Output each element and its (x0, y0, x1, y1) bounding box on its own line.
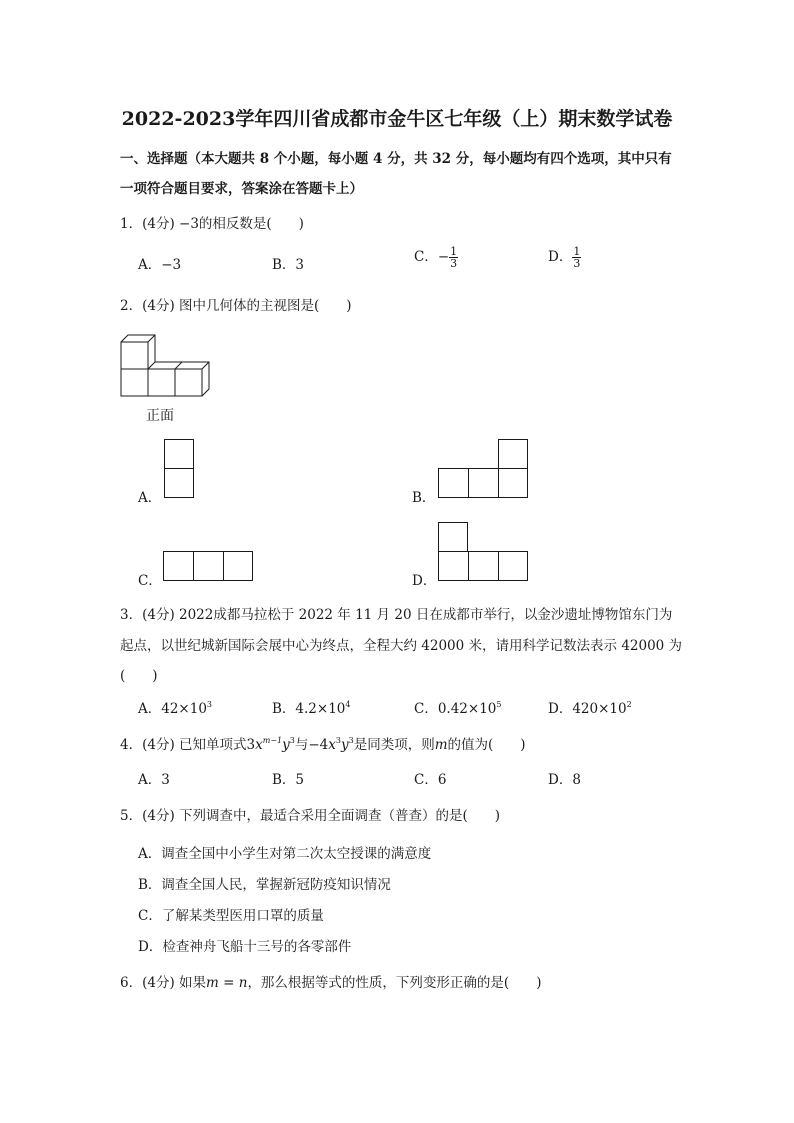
q6-suffix: ，那么根据等式的性质，下列变形正确的是( ) (247, 975, 542, 991)
q2-option-a-label: A． (138, 490, 162, 506)
q1-option-c-prefix: C．− (414, 249, 450, 265)
q1-option-c (414, 245, 458, 269)
variable-m: m (434, 737, 448, 753)
view-square (164, 468, 194, 498)
figure-caption-front: 正面 (146, 408, 174, 424)
q3-option-a (138, 697, 212, 717)
q6-prefix: 6．(4分) 如果 (120, 975, 207, 991)
q1-option-d-prefix: D． (548, 249, 573, 265)
variable-m: m (206, 975, 219, 991)
section-header-line2: 一项符合题目要求，答案涂在答题卡上） (120, 181, 363, 197)
q4-suffix2: 的值为( ) (447, 737, 526, 753)
q5-option-b: B．调查全国人民，掌握新冠防疫知识情况 (138, 877, 391, 893)
section-header-line1: 一、选择题（本大题共 8 个小题，每小题 4 分，共 32 分，每小题均有四个选项，其中只有 (120, 151, 672, 167)
q5-option-d: D．检查神舟飞船十三号的各零部件 (138, 939, 352, 955)
option-base: C．0.42×10 (414, 701, 497, 717)
view-square (438, 522, 468, 552)
q4-mid: 与 (294, 737, 309, 753)
q3-option-c (414, 697, 501, 717)
monomial-2 (308, 737, 353, 753)
q1-option-b: B．3 (272, 257, 305, 273)
q5-option-c: C．了解某类型医用口罩的质量 (138, 908, 324, 924)
view-square (498, 468, 528, 498)
exponent: m−1 (262, 736, 283, 745)
coefficient: −4 (308, 737, 329, 753)
q3-option-d (548, 697, 632, 717)
q1-option-c-fraction (449, 246, 458, 269)
view-square (468, 468, 499, 498)
question-3-line1: 3．(4分) 2022成都马拉松于 2022 年 11 月 20 日在成都市举行，以金沙遗址博物馆东门为 (120, 607, 673, 623)
question-1-stem: 1．(4分) −3的相反数是( ) (120, 216, 304, 232)
exponent: 3 (348, 736, 354, 745)
view-square (193, 551, 224, 581)
view-square (498, 439, 528, 469)
q1-option-d-fraction (572, 246, 581, 269)
q2-option-d-label: D． (412, 573, 437, 589)
option-base: B．4.2×10 (272, 701, 346, 717)
view-square (163, 551, 194, 581)
q4-option-b: B．5 (272, 772, 305, 788)
question-3-line2: 起点，以世纪城新国际会展中心为终点，全程大约 42000 米，请用科学记数法表示 42000 为 (120, 638, 683, 654)
variable: x (255, 737, 263, 753)
q3-option-b (272, 697, 350, 717)
q4-option-a: A．3 (138, 772, 170, 788)
option-exponent: 2 (626, 700, 632, 709)
question-4-stem (120, 733, 526, 753)
page-title: 2022-2023学年四川省成都市金牛区七年级（上）期末数学试卷 (121, 108, 673, 130)
option-exponent: 4 (345, 700, 351, 709)
q4-option-d: D．8 (548, 772, 581, 788)
variable: x (328, 737, 336, 753)
coefficient: 3 (246, 737, 256, 753)
q4-prefix: 4．(4分) 已知单项式 (120, 737, 247, 753)
fraction-denominator: 3 (450, 257, 458, 270)
monomial-1 (247, 737, 295, 753)
option-exponent: 5 (496, 700, 502, 709)
q2-option-c-label: C． (138, 573, 162, 589)
view-square (223, 551, 253, 581)
q5-option-a: A．调查全国中小学生对第二次太空授课的满意度 (138, 846, 432, 862)
view-square (498, 551, 528, 581)
variable: y (340, 737, 349, 753)
geometry-solid-figure (118, 332, 214, 400)
exponent: 3 (289, 736, 295, 745)
fraction-denominator: 3 (573, 257, 581, 270)
fraction-numerator: 1 (573, 245, 581, 258)
question-2-stem: 2．(4分) 图中几何体的主视图是( ) (120, 298, 352, 314)
fraction-numerator: 1 (450, 245, 458, 258)
question-5-stem: 5．(4分) 下列调查中，最适合采用全面调查（普查）的是( ) (120, 808, 501, 824)
option-base: A．42×10 (138, 701, 207, 717)
q2-option-b-label: B． (412, 490, 436, 506)
view-square (438, 468, 469, 498)
q1-option-a: A．−3 (138, 257, 182, 273)
exponent: 3 (335, 736, 341, 745)
equals-sign: = (218, 975, 239, 991)
view-square (164, 439, 194, 469)
variable: y (282, 737, 290, 753)
question-3-line3: ( ) (120, 668, 158, 684)
q4-suffix1: 是同类项，则 (353, 737, 435, 753)
question-6-stem (120, 971, 541, 991)
view-square (468, 551, 499, 581)
variable-n: n (238, 975, 248, 991)
option-exponent: 3 (206, 700, 213, 709)
view-square (438, 551, 469, 581)
option-base: D．420×10 (548, 701, 627, 717)
q4-option-c: C．6 (414, 772, 447, 788)
q1-option-d (548, 245, 581, 269)
